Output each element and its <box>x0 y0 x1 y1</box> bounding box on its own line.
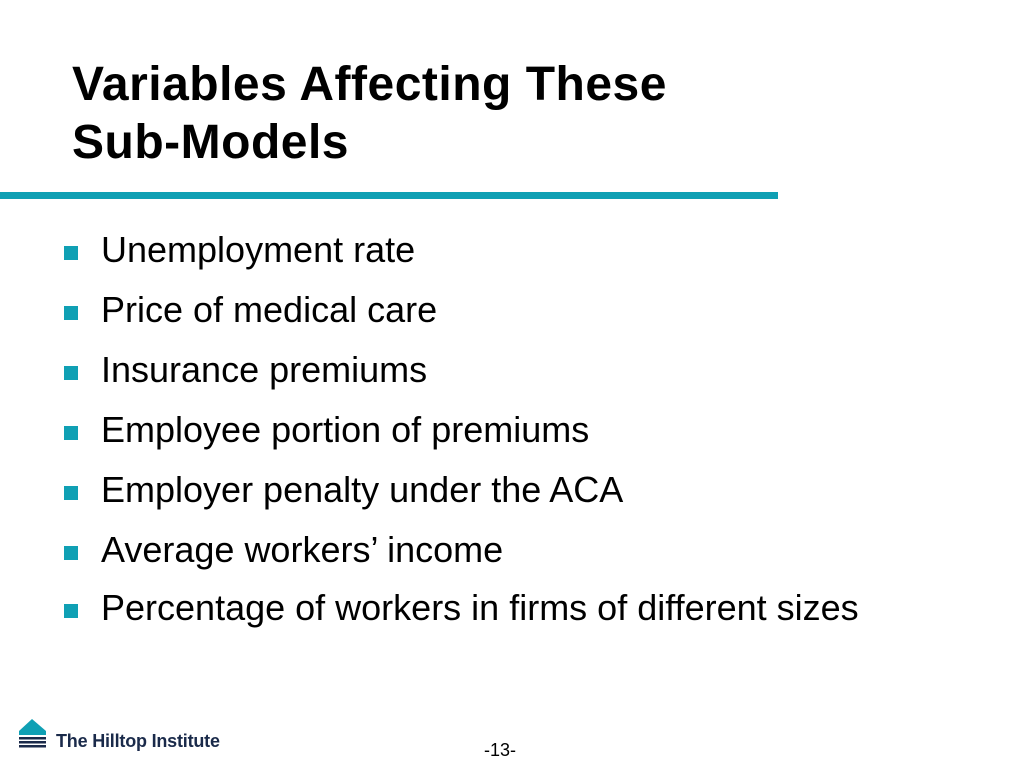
bullet-text: Unemployment rate <box>101 229 416 270</box>
bullet-text: Insurance premiums <box>101 349 428 390</box>
slide-title-line-1: Variables Affecting These <box>72 58 667 111</box>
square-bullet-icon <box>64 426 78 440</box>
bullet-text: Employee portion of premiums <box>101 409 590 450</box>
slide-title-line-2: Sub-Models <box>72 116 349 169</box>
bullet-text: Price of medical care <box>101 289 438 330</box>
title-divider <box>0 192 778 199</box>
square-bullet-icon <box>64 604 78 618</box>
bullet-item <box>64 470 944 510</box>
bullet-text: Employer penalty under the ACA <box>101 469 624 510</box>
bullet-text: Average workers’ income <box>101 529 504 570</box>
bullet-item <box>64 290 944 330</box>
bullet-item <box>64 350 944 390</box>
bullet-item <box>64 530 944 570</box>
bullet-item <box>64 584 944 631</box>
bullet-list <box>64 230 944 651</box>
bullet-item <box>64 230 944 270</box>
hilltop-logo <box>16 714 256 754</box>
square-bullet-icon <box>64 546 78 560</box>
square-bullet-icon <box>64 246 78 260</box>
logo-text: The Hilltop Institute <box>56 731 220 751</box>
hilltop-logo-icon <box>16 714 50 750</box>
slide-title <box>72 56 852 172</box>
bullet-item <box>64 410 944 450</box>
square-bullet-icon <box>64 366 78 380</box>
square-bullet-icon <box>64 306 78 320</box>
square-bullet-icon <box>64 486 78 500</box>
page-number: -13- <box>484 740 517 760</box>
bullet-text: Percentage of workers in firms of different sizes <box>101 587 859 628</box>
